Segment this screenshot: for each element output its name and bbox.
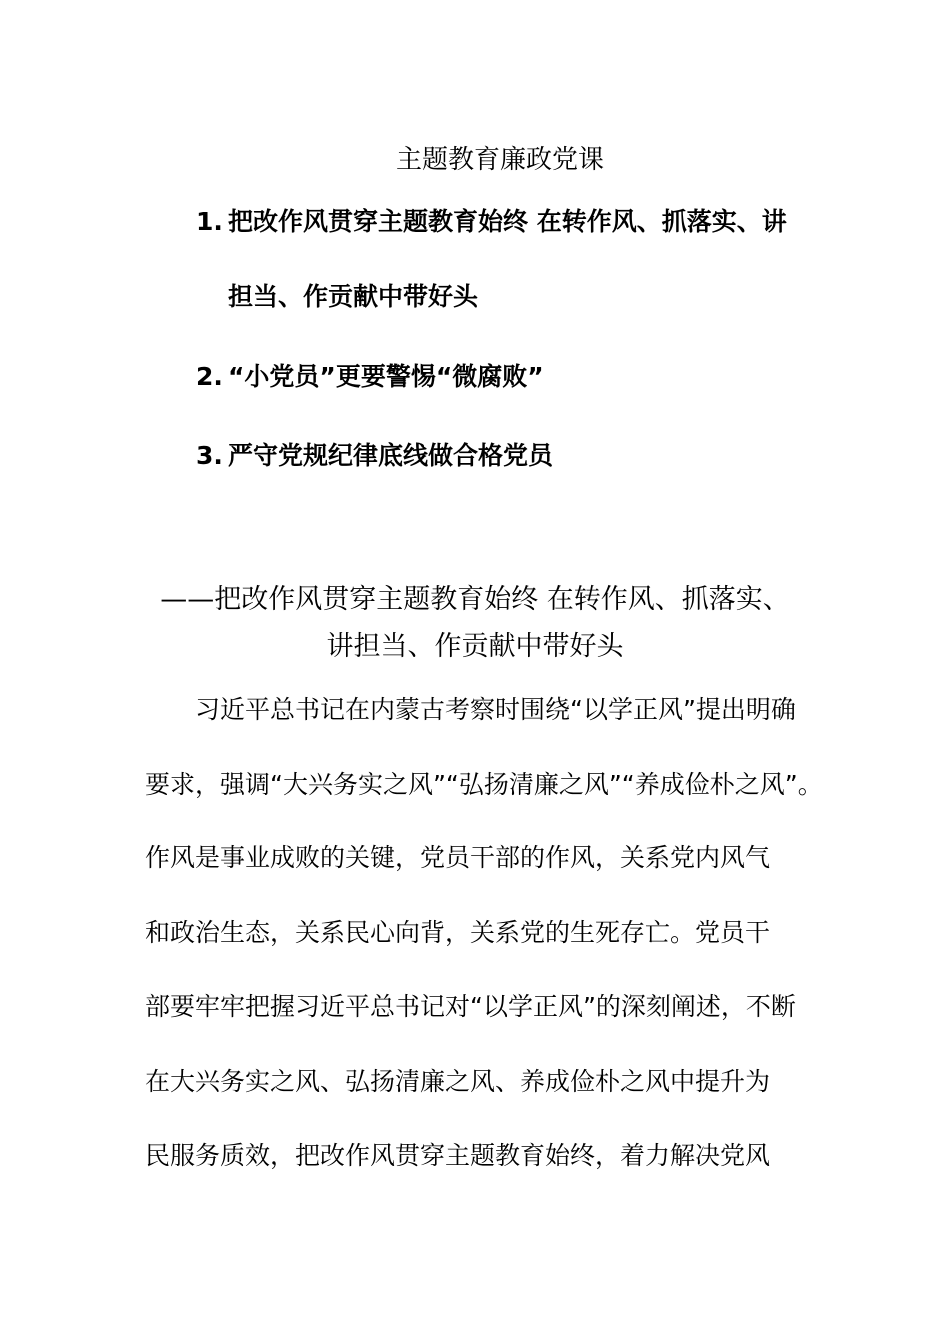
body-paragraph-line: 习近平总书记在内蒙古考察时围绕“以学正风”提出明确 xyxy=(195,695,796,724)
toc-item-number: 2. xyxy=(196,362,223,391)
toc-item-text: 严守党规纪律底线做合格党员 xyxy=(228,441,554,470)
toc-item-text: 把改作风贯穿主题教育始终 在转作风、抓落实、讲 xyxy=(228,207,787,236)
body-paragraph-line: 民服务质效，把改作风贯穿主题教育始终，着力解决党风 xyxy=(145,1141,771,1170)
body-paragraph-line: 和政治生态，关系民心向背，关系党的生死存亡。党员干 xyxy=(145,918,771,947)
section-heading-line-2: 讲担当、作贡献中带好头 xyxy=(326,631,624,662)
body-paragraph-line: 部要牢牢把握习近平总书记对“以学正风”的深刻阐述，不断 xyxy=(145,992,796,1021)
body-paragraph-line: 要求，强调“大兴务实之风”“弘扬清廉之风”“养成俭朴之风”。 xyxy=(145,770,823,799)
document-title: 主题教育廉政党课 xyxy=(395,145,604,175)
body-paragraph-line: 作风是事业成败的关键，党员干部的作风，关系党内风气 xyxy=(145,843,771,872)
section-heading-line-1: ——把改作风贯穿主题教育始终 在转作风、抓落实、 xyxy=(160,584,790,615)
toc-item-number: 1. xyxy=(196,207,223,236)
toc-item-1 xyxy=(196,202,787,242)
toc-item-text: “小党员”更要警惕“微腐败” xyxy=(228,362,544,391)
toc-item-number: 3. xyxy=(196,441,223,470)
body-paragraph-line: 在大兴务实之风、弘扬清廉之风、养成俭朴之风中提升为 xyxy=(145,1067,771,1096)
toc-item-2 xyxy=(196,357,544,397)
toc-item-3 xyxy=(196,436,553,476)
toc-item-1-continuation: 担当、作贡献中带好头 xyxy=(228,282,479,311)
